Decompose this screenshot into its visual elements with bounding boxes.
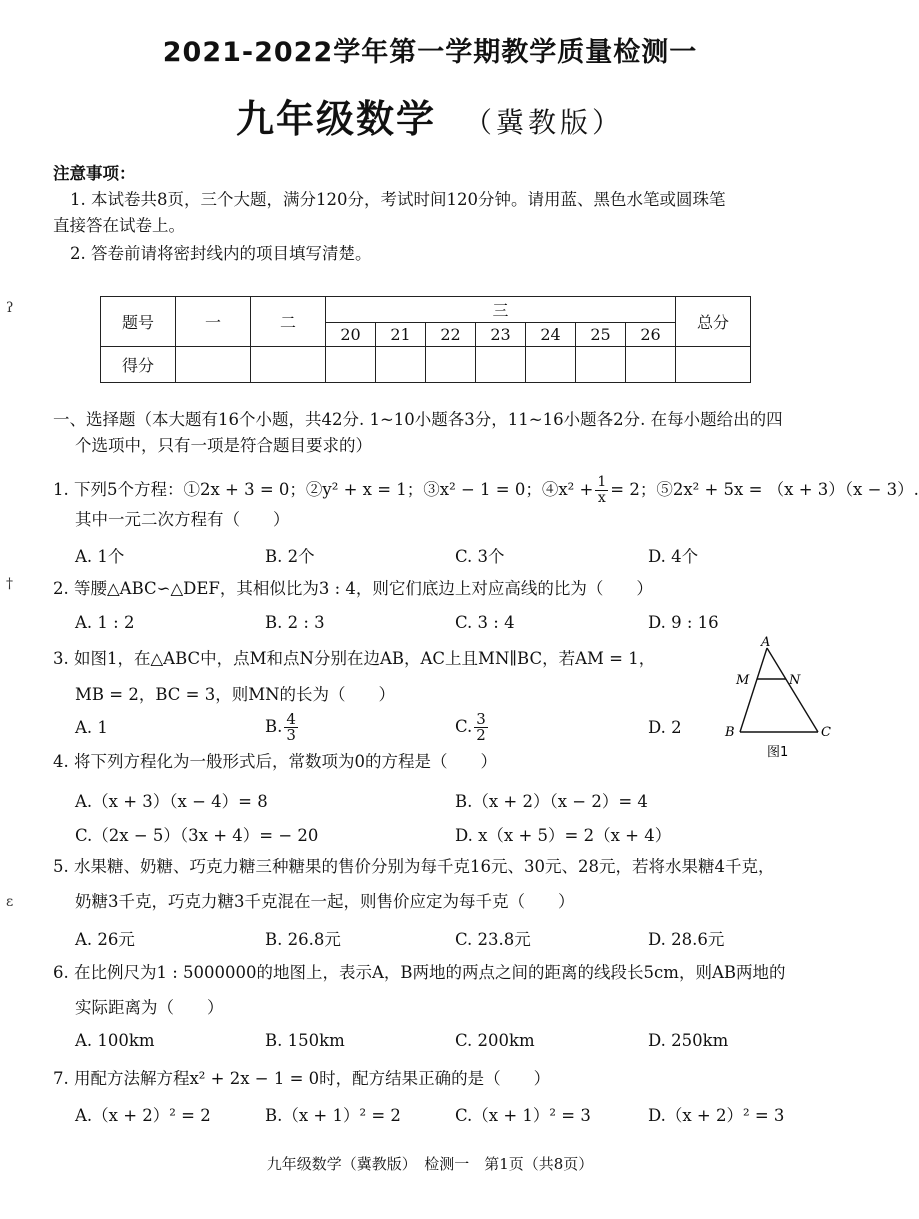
edition-label: （冀教版） [464,106,625,139]
fraction-denominator: 2 [476,726,486,744]
question-5-option-d: D. 28.6元 [648,930,725,949]
score-table-item: 24 [526,323,576,347]
score-cell[interactable] [576,347,626,383]
question-1-option-d: D. 4个 [648,547,699,566]
fraction-denominator: 3 [286,726,296,744]
segment-ab [740,648,767,732]
question-1-option-c: C. 3个 [455,547,505,566]
score-table-item: 26 [626,323,676,347]
question-5-stem-cont: 奶糖3千克，巧克力糖3千克混在一起，则售价应定为每千克（ ） [75,892,575,911]
question-6-stem-cont: 实际距离为（ ） [75,998,224,1017]
option-c-label: C. [455,717,473,736]
score-table-part-3: 三 [326,297,676,323]
question-6-stem: 6. 在比例尺为1 : 5000000的地图上，表示A，B两地的两点之间的距离的线段长5cm，则AB两地的 [53,963,786,982]
exam-title: 2021-2022学年第一学期教学质量检测一 [162,37,698,68]
question-1-stem-cont: 其中一元二次方程有（ ） [75,510,290,529]
fraction-numerator: 4 [286,710,296,728]
section-1-heading-cont: 个选项中，只有一项是符合题目要求的） [75,436,372,455]
notice-item-1: 1. 本试卷共8页，三个大题，满分120分，考试时间120分钟。请用蓝、黑色水笔或圆珠笔 [70,190,726,209]
page-footer: 九年级数学（冀教版） 检测一 第1页（共8页） [266,1155,594,1173]
question-2-option-d: D. 9 : 16 [648,613,719,632]
question-2-stem: 2. 等腰△ABC∽△DEF，其相似比为3 : 4，则它们底边上对应高线的比为（ ） [53,579,653,598]
margin-mark: ʔ [6,300,14,316]
margin-mark: † [6,576,13,592]
question-4-option-c: C.（2x − 5）（3x + 4）= − 20 [75,826,319,845]
point-m-label: M [736,673,750,688]
fraction [595,475,608,506]
fraction-numerator: 1 [597,474,607,490]
question-3-stem-cont: MB = 2，BC = 3，则MN的长为（ ） [75,685,396,704]
option-b-label: B. [265,717,283,736]
notice-item-1-cont: 直接答在试卷上。 [53,216,185,235]
question-3-stem: 3. 如图1，在△ABC中，点M和点N分别在边AB，AC上且MN∥BC，若AM = 1， [53,649,656,668]
question-5-option-a: A. 26元 [75,930,135,949]
question-4-option-b: B.（x + 2）（x − 2）= 4 [455,792,648,811]
score-table-col-label: 题号 [101,297,176,347]
section-1-heading: 一、选择题（本大题有16个小题，共42分. 1~10小题各3分，11~16小题各2分. 在每小题给出的四 [53,410,783,429]
question-4-option-d: D. x（x + 5）= 2（x + 4） [455,826,672,845]
question-6-option-c: C. 200km [455,1031,535,1050]
question-5-option-b: B. 26.8元 [265,930,341,949]
figure-1-triangle [715,636,840,761]
segment-ac [767,648,818,732]
score-cell[interactable] [526,347,576,383]
question-4-option-a: A.（x + 3）（x − 4）= 8 [75,792,268,811]
point-a-label: A [761,635,771,650]
point-b-label: B [725,725,735,740]
point-c-label: C [821,725,831,740]
question-4-stem: 4. 将下列方程化为一般形式后，常数项为0的方程是（ ） [53,752,497,771]
score-cell[interactable] [251,347,326,383]
score-cell[interactable] [176,347,251,383]
question-1-stem [53,475,919,506]
fraction [284,712,298,743]
fraction-numerator: 3 [476,710,486,728]
question-7-option-d: D.（x + 2）² = 3 [648,1106,785,1125]
score-cell[interactable] [426,347,476,383]
question-7-option-c: C.（x + 1）² = 3 [455,1106,591,1125]
score-table-item: 25 [576,323,626,347]
score-cell[interactable] [676,347,751,383]
score-table-part-2: 二 [251,297,326,347]
question-5-option-c: C. 23.8元 [455,930,531,949]
question-7-stem: 7. 用配方法解方程x² + 2x − 1 = 0时，配方结果正确的是（ ） [53,1069,551,1088]
fraction-denominator: x [597,490,606,506]
score-table-total: 总分 [676,297,751,347]
subject-title [0,88,860,143]
notice-heading: 注意事项： [53,164,136,183]
question-6-option-a: A. 100km [75,1031,155,1050]
score-table-item: 21 [376,323,426,347]
question-3-option-b [265,712,300,743]
score-table-part-1: 一 [176,297,251,347]
question-7-option-a: A.（x + 2）² = 2 [75,1106,211,1125]
score-table-item: 23 [476,323,526,347]
score-cell[interactable] [376,347,426,383]
subject-name: 九年级数学 [235,96,436,141]
figure-1-caption: 图1 [767,745,789,760]
score-table-item: 22 [426,323,476,347]
question-2-option-b: B. 2 : 3 [265,613,325,632]
question-6-option-d: D. 250km [648,1031,729,1050]
margin-mark: ɛ [6,894,14,910]
question-2-option-c: C. 3 : 4 [455,613,515,632]
question-2-option-a: A. 1 : 2 [75,613,135,632]
point-n-label: N [789,673,801,688]
score-cell[interactable] [626,347,676,383]
score-table-item: 20 [326,323,376,347]
fraction [474,712,488,743]
score-table-row-label: 得分 [101,347,176,383]
question-3-option-d: D. 2 [648,718,682,737]
question-3-option-c [455,712,490,743]
question-1-option-b: B. 2个 [265,547,315,566]
question-3-option-a: A. 1 [75,718,108,737]
question-1-option-a: A. 1个 [75,547,125,566]
score-cell[interactable] [326,347,376,383]
question-5-stem: 5. 水果糖、奶糖、巧克力糖三种糖果的售价分别为每千克16元、30元、28元，若将水果糖4千克， [53,857,775,876]
score-table [100,296,751,383]
question-7-option-b: B.（x + 1）² = 2 [265,1106,401,1125]
question-1-stem-a: 1. 下列5个方程：①2x + 3 = 0；②y² + x = 1；③x² − 1 = 0；④x² + [53,480,594,499]
notice-item-2: 2. 答卷前请将密封线内的项目填写清楚。 [70,244,372,263]
score-cell[interactable] [476,347,526,383]
question-1-stem-b: = 2；⑤2x² + 5x = （x + 3）（x − 3）. [610,480,919,499]
question-6-option-b: B. 150km [265,1031,345,1050]
